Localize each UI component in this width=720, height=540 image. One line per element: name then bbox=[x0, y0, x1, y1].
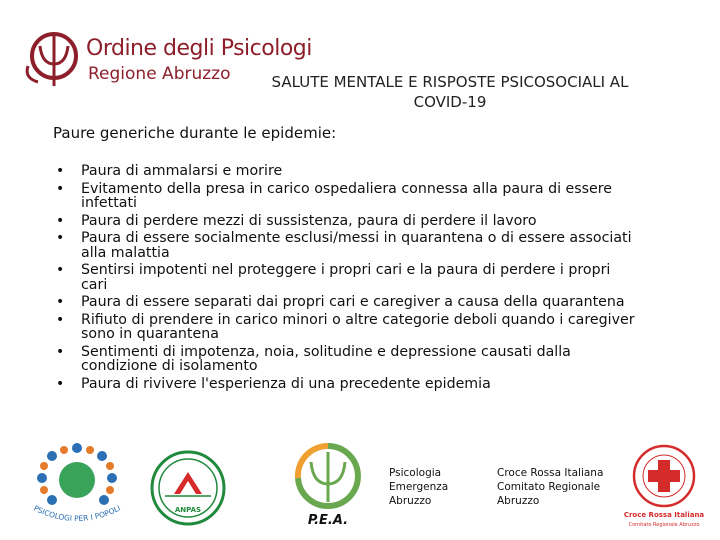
psico-line2: Emergenza bbox=[389, 481, 449, 493]
croce-rossa-block bbox=[497, 466, 603, 508]
list-item-text-cont: infettati bbox=[81, 195, 137, 211]
psicologi-per-i-popoli-logo bbox=[18, 440, 136, 528]
cri-label: Croce Rossa Italiana bbox=[623, 511, 705, 519]
list-item-text: Evitamento della presa in carico ospedaliera connessa alla paura di essere bbox=[81, 180, 613, 197]
list-item-text: Sentirsi impotenti nel proteggere i propri cari e la paura di perdere i propri bbox=[81, 262, 611, 278]
croce-line2: Comitato Regionale bbox=[497, 481, 601, 493]
list-item bbox=[56, 295, 696, 310]
anpas-text: ANPAS bbox=[174, 506, 202, 514]
list-item-text: Paura di essere socialmente esclusi/messi in quarantena o di essere associati bbox=[81, 230, 632, 246]
title-line1: SALUTE MENTALE E RISPOSTE PSICOSOCIALI AL bbox=[271, 73, 629, 91]
list-item-text: Paura di ammalarsi e morire bbox=[81, 163, 283, 179]
list-item-text-cont: sono in quarantena bbox=[81, 326, 219, 342]
list-item bbox=[56, 345, 696, 374]
bullet-icon: • bbox=[56, 163, 65, 179]
list-item-text: Rifiuto di prendere in carico minori o altre categorie deboli quando i caregiver bbox=[81, 311, 635, 328]
psicologi-per-i-popoli-text: PSICOLOGI PER I POPOLI bbox=[32, 503, 122, 524]
pea-text: P.E.A. bbox=[307, 513, 349, 528]
cri-logo bbox=[620, 444, 708, 530]
bullet-icon: • bbox=[56, 311, 65, 328]
psico-line1: Psicologia bbox=[389, 467, 442, 479]
bullet-icon: • bbox=[56, 180, 65, 197]
list-item-text: Sentimenti di impotenza, noia, solitudine e depressione causati dalla bbox=[81, 343, 571, 360]
anpas-logo bbox=[147, 450, 229, 530]
psi-circle-icon bbox=[22, 26, 84, 88]
bullet-icon: • bbox=[56, 230, 65, 246]
croce-line3: Abruzzo bbox=[497, 495, 540, 507]
bullet-icon: • bbox=[56, 262, 65, 278]
cri-sublabel: Comitato Regionale Abruzzo bbox=[628, 522, 700, 528]
intro-text: Paure generiche durante le epidemie: bbox=[53, 124, 337, 142]
pea-logo bbox=[283, 440, 373, 528]
bullet-icon: • bbox=[56, 294, 65, 310]
list-item-text: Paura di perdere mezzi di sussistenza, paura di perdere il lavoro bbox=[81, 212, 537, 229]
list-item bbox=[56, 377, 696, 392]
list-item-text-cont: cari bbox=[81, 276, 108, 293]
title-line2: COVID-19 bbox=[413, 93, 487, 111]
svg-text:PSICOLOGI PER I POPOLI bbox=[32, 504, 122, 523]
bullet-icon: • bbox=[56, 212, 65, 229]
fears-list bbox=[56, 164, 696, 394]
list-item-text: Paura di rivivere l'esperienza di una precedente epidemia bbox=[81, 375, 491, 392]
page-title bbox=[240, 72, 660, 112]
list-item-text-cont: condizione di isolamento bbox=[81, 358, 258, 374]
psicologia-emergenza-block bbox=[389, 466, 448, 508]
org-name-line1: Ordine degli Psicologi bbox=[86, 36, 312, 61]
list-item-text: Paura di essere separati dai propri cari e caregiver a causa della quarantena bbox=[81, 294, 625, 310]
list-item bbox=[56, 263, 696, 292]
list-item bbox=[56, 313, 696, 342]
croce-line1: Croce Rossa Italiana bbox=[497, 467, 604, 479]
list-item bbox=[56, 164, 696, 179]
list-item-text-cont: alla malattia bbox=[81, 244, 170, 261]
list-item bbox=[56, 231, 696, 260]
bullet-icon: • bbox=[56, 343, 65, 360]
org-name-line2: Regione Abruzzo bbox=[88, 64, 231, 84]
list-item bbox=[56, 214, 696, 229]
list-item bbox=[56, 182, 696, 211]
bullet-icon: • bbox=[56, 375, 65, 392]
psico-line3: Abruzzo bbox=[389, 495, 432, 507]
